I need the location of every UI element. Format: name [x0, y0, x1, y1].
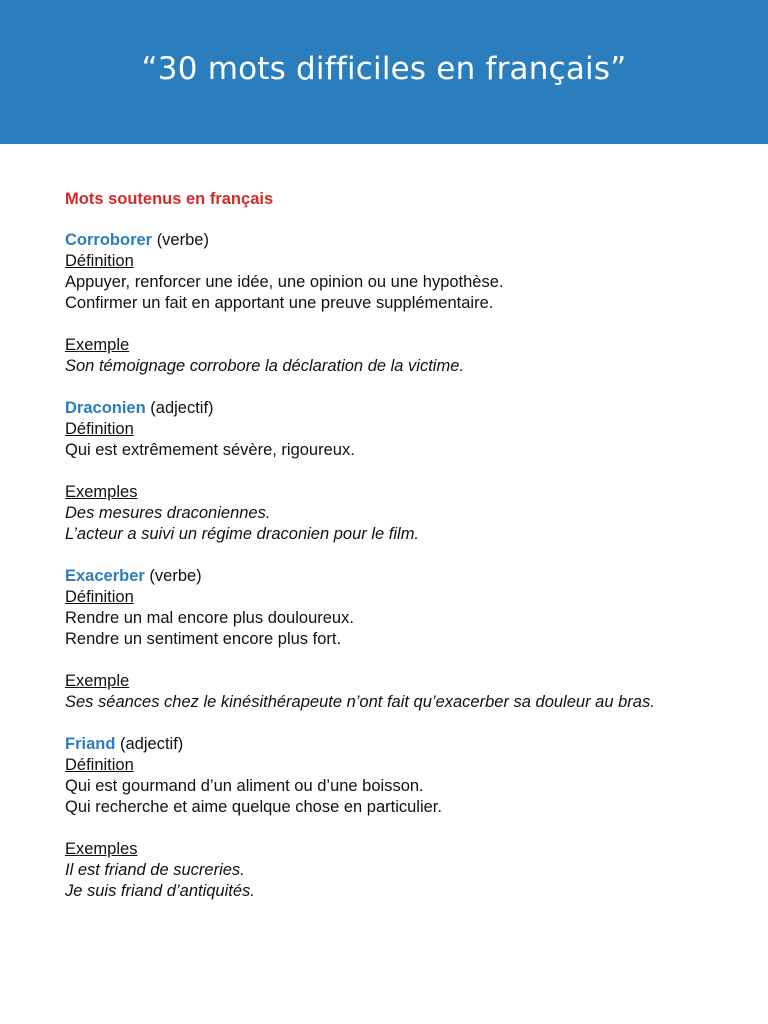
- term-line: [65, 398, 705, 419]
- term-category: (adjectif): [150, 399, 214, 417]
- term-line: [65, 566, 705, 587]
- term-word: Draconien: [65, 399, 146, 417]
- term-category: (verbe): [149, 567, 202, 585]
- example-text: Ses séances chez le kinésithérapeute n’ont fait qu’exacerber sa douleur au bras.: [65, 693, 655, 711]
- examples-block: [65, 482, 705, 545]
- example-label: Exemple: [65, 672, 130, 690]
- example-label: Exemples: [65, 840, 138, 858]
- header-banner: [0, 0, 768, 144]
- definition-text: Rendre un sentiment encore plus fort.: [65, 630, 342, 648]
- entry-draconien: [65, 398, 705, 545]
- example-text: Je suis friand d’antiquités.: [65, 882, 255, 900]
- examples-block: [65, 335, 705, 377]
- page-title: “30 mots difficiles en français”: [141, 51, 627, 87]
- term-word: Exacerber: [65, 567, 145, 585]
- examples-block: [65, 671, 705, 713]
- term-category: (verbe): [156, 231, 209, 249]
- term-category: (adjectif): [120, 735, 184, 753]
- definition-text: Confirmer un fait en apportant une preuve supplémentaire.: [65, 294, 494, 312]
- entry-friand: [65, 734, 705, 902]
- term-line: [65, 734, 705, 755]
- section-title: Mots soutenus en français: [65, 190, 274, 208]
- definition-text: Rendre un mal encore plus douloureux.: [65, 609, 354, 627]
- example-text: Son témoignage corrobore la déclaration de la victime.: [65, 357, 464, 375]
- term-word: Corroborer: [65, 231, 153, 249]
- definition-label: Définition: [65, 588, 134, 606]
- definition-text: Appuyer, renforcer une idée, une opinion ou une hypothèse.: [65, 273, 504, 291]
- example-text: L’acteur a suivi un régime draconien pour le film.: [65, 525, 420, 543]
- definition-label: Définition: [65, 756, 134, 774]
- example-text: Des mesures draconiennes.: [65, 504, 271, 522]
- examples-block: [65, 839, 705, 902]
- entry-corroborer: [65, 230, 705, 377]
- definition-text: Qui recherche et aime quelque chose en particulier.: [65, 798, 442, 816]
- entry-list: [65, 230, 705, 902]
- document-body: [65, 189, 705, 923]
- definition-text: Qui est gourmand d’un aliment ou d’une boisson.: [65, 777, 424, 795]
- term-word: Friand: [65, 735, 116, 753]
- definition-text: Qui est extrêmement sévère, rigoureux.: [65, 441, 355, 459]
- entry-exacerber: [65, 566, 705, 713]
- definition-label: Définition: [65, 252, 134, 270]
- example-label: Exemples: [65, 483, 138, 501]
- example-text: Il est friand de sucreries.: [65, 861, 245, 879]
- term-line: [65, 230, 705, 251]
- example-label: Exemple: [65, 336, 130, 354]
- definition-label: Définition: [65, 420, 134, 438]
